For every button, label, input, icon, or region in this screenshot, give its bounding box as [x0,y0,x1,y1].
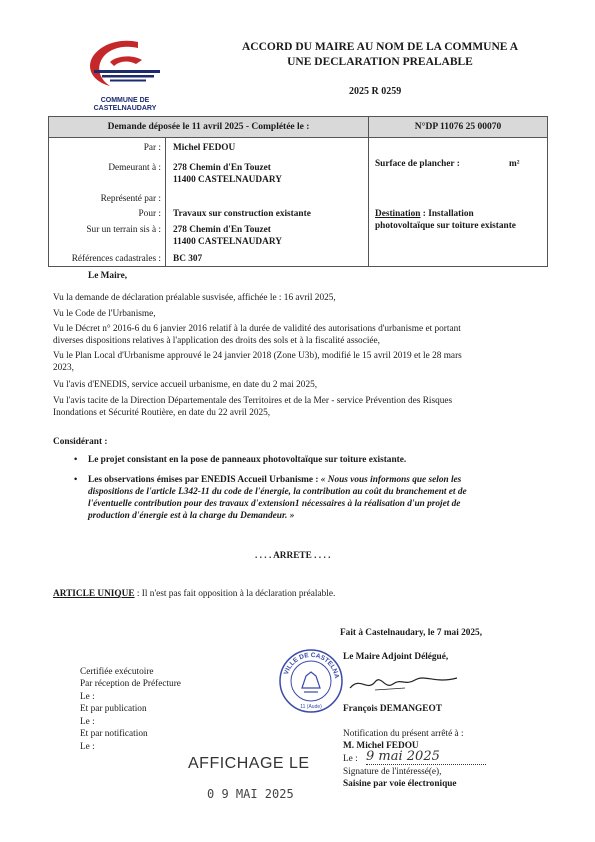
vu-plu-2: 2023, [53,363,74,373]
project-cell [369,138,548,267]
value-demeurant-1: 278 Chemin d'En Touzet [173,163,271,173]
le-notification: Le : [80,742,95,752]
title-line-2: UNE DECLARATION PREALABLE [287,56,473,68]
vu-code: Vu le Code de l'Urbanisme, [53,309,156,319]
value-pour: Travaux sur construction existante [173,209,311,219]
par-reception-prefecture: Par réception de Préfecture [80,679,181,689]
destination-value-1: : Installation [420,209,474,219]
considerant-bullet-2-line1 [88,474,550,487]
value-terrain-2: 11400 CASTELNAUDARY [173,237,282,247]
vu-decret-1: Vu le Décret n° 2016-6 du 6 janvier 2016 relatif à la durée de validité des autorisations d'urbanisme et portant [53,324,461,334]
notification-date-handwritten: 9 mai 2025 [366,749,486,765]
vu-enedis: Vu l'avis d'ENEDIS, service accueil urbanisme, en date du 2 mai 2025, [53,380,318,390]
considerant-bullet-2-line3 [88,498,460,511]
signature-interesse: Signature de l'intéressé(e), [343,767,442,777]
label-demeurant: Demeurant à : [108,163,161,173]
signature-scribble-icon [345,668,465,698]
applicant-cell [49,138,369,267]
arrete-reference: 2025 R 0259 [349,86,402,97]
surface-label: Surface de plancher : [375,159,460,169]
notification-date-label: Le : [343,754,358,764]
fait-a: Fait à Castelnaudary, le 7 mai 2025, [340,628,483,638]
table-header-right: N°DP 11076 25 00070 [369,117,548,138]
signatory-role: Le Maire Adjoint Délégué, [343,652,449,662]
destination-label: Destination [375,209,421,219]
affichage-stamp-date: 0 9 MAI 2025 [207,787,294,801]
considerant-heading: Considérant : [53,437,108,447]
column-divider [165,138,166,266]
commune-logo [80,36,170,112]
label-terrain: Sur un terrain sis à : [86,225,161,235]
document-title [215,40,545,70]
bullet-2-marker: • [74,475,78,485]
le-publication: Le : [80,717,95,727]
affichage-stamp-title: AFFICHAGE LE [188,755,310,772]
article-text: : Il n'est pas fait opposition à la déclaration préalable. [134,589,336,599]
bullet-2-prefix: Les observations émises par ENEDIS Accueil Urbanisme : [88,475,321,485]
stamp-text-bottom: 11 (Aude) [300,704,322,710]
label-references: Références cadastrales : [71,254,161,264]
table-header-left: Demande déposée le 11 avril 2025 - Complétée le : [49,117,369,138]
value-demeurant-2: 11400 CASTELNAUDARY [173,175,282,185]
svg-text:VILLE DE CASTELNAUDARY [278,648,340,679]
logo-emblem-icon [80,36,170,92]
value-terrain-1: 278 Chemin d'En Touzet [173,225,271,235]
destination-value-2: photovoltaïque sur toiture existante [375,221,516,231]
value-references: BC 307 [173,254,203,264]
bullet-2-quote-3: l'éventuelle contribution pour des travaux d'extension1 nécessaires à la réalisation d'un projet de [88,499,461,509]
title-line-1: ACCORD DU MAIRE AU NOM DE LA COMMUNE A [242,41,518,53]
value-par: Michel FEDOU [173,143,236,153]
considerant-bullet-1: Le projet consistant en la pose de panneaux photovoltaïque sur toiture existante. [88,455,407,465]
bullet-2-quote-2: dispositions de l'article L342-11 du code de l'énergie, la contribution au coût du branchement et de [88,487,467,497]
bullet-2-quote-4: production d'énergie est à la charge du Demandeur. » [88,511,295,521]
official-stamp [278,648,344,714]
vu-ddtm-1: Vu l'avis tacite de la Direction Départementale des Territoires et de la Mer - service Prévention des Risques [53,396,453,406]
vu-ddtm-2: Inondations et Sécurité Routière, en date du 22 avril 2025, [53,408,271,418]
label-represente: Représenté par : [100,194,161,204]
bullet-1-marker: • [74,455,78,465]
bullet-2-quote-start: « Nous vous informons que selon les [320,475,462,485]
commune-stamp-icon [278,648,344,714]
vu-demande: Vu la demande de déclaration préalable susvisée, affichée le : 16 avril 2025, [53,293,336,303]
notification-recipient: M. Michel FEDOU [343,741,419,751]
label-par: Par : [143,143,161,153]
considerant-bullet-2-line4 [88,510,294,523]
stamp-text-top: VILLE DE CASTELNA [282,651,340,680]
certified-executoire: Certifiée exécutoire [80,667,154,677]
signatory-name: François DEMANGEOT [343,704,442,714]
surface-unit: m² [509,159,520,169]
le-maire: Le Maire, [88,271,128,281]
destination [375,208,545,221]
article-label: ARTICLE UNIQUE [53,589,135,599]
par-publication: Et par publication [80,704,147,714]
arrete-heading: . . . . ARRETE . . . . [255,551,331,561]
le-prefecture: Le : [80,692,95,702]
declaration-table [48,116,548,267]
commune-name-line2: CASTELNAUDARY [93,105,157,112]
vu-plu-1: Vu le Plan Local d'Urbanisme approuvé le 24 janvier 2018 (Zone U3b), modifié le 15 avril 2019 et le 28 mars [53,351,462,361]
notification-heading: Notification du présent arrêté à : [343,729,464,739]
considerant-bullet-2-line2 [88,486,467,499]
par-notification: Et par notification [80,729,148,739]
saisine-electronique: Saisine par voie électronique [343,779,457,789]
handwritten-signature [345,668,465,698]
commune-name-line1: COMMUNE DE [100,97,150,104]
label-pour: Pour : [138,209,161,219]
article-unique [53,588,335,601]
vu-decret-2: diverses dispositions relatives à l'application des droits des sols et à la fiscalité associée, [53,336,380,346]
